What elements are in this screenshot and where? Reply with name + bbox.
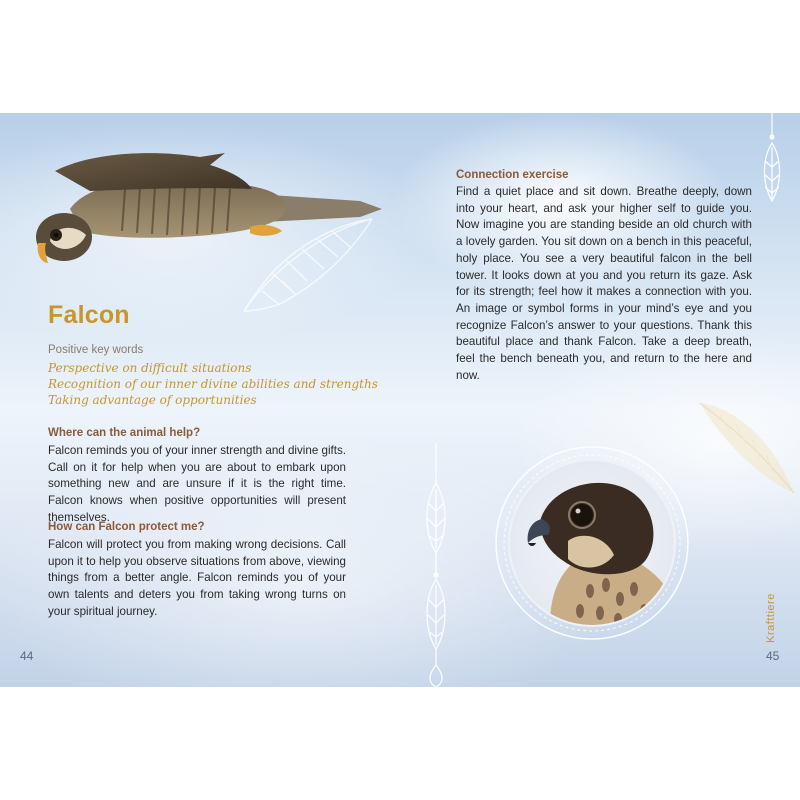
section-tab-label: Krafttiere	[765, 593, 778, 643]
section-text-protect: Falcon will protect you from making wrong decisions. Call upon it to help you observe situations from above, viewing things from a better angle. Falcon reminds you of your own talents and deters you from taking wrong turns on your spiritual journey.	[48, 538, 346, 618]
section-text-help: Falcon reminds you of your inner strength and divine gifts. Call on it for help when you are about to embark upon something new and are unsure if it is the right time. Falcon knows when positive opportunities will present themselves.	[48, 444, 346, 524]
keywords-list	[48, 360, 378, 408]
connection-heading: Connection exercise	[456, 169, 569, 181]
section-heading-protect: How can Falcon protect me?	[48, 521, 205, 533]
section-tab	[760, 583, 782, 653]
feather-icon	[752, 113, 792, 213]
keywords-label: Positive key words	[48, 344, 144, 356]
section-heading-help: Where can the animal help?	[48, 427, 201, 439]
feather-icon	[232, 211, 382, 321]
keyword-item: Recognition of our inner divine abilities and strengths	[48, 377, 378, 391]
page-title: Falcon	[48, 301, 130, 329]
keyword-item: Taking advantage of opportunities	[48, 393, 257, 407]
falcon-portrait-icon	[510, 461, 674, 625]
feather-icon	[690, 393, 800, 513]
falcon-portrait	[510, 461, 674, 625]
page-number-left: 44	[20, 649, 34, 663]
book-spread	[0, 113, 800, 687]
page-number-right: 45	[766, 649, 780, 663]
keyword-item: Perspective on difficult situations	[48, 361, 252, 375]
right-page	[400, 113, 800, 687]
left-page	[0, 113, 400, 687]
connection-text: Find a quiet place and sit down. Breathe deeply, down into your heart, and ask your higher self to guide you. Now imagine you are standing beside an old church with a lovely garden. You sit down on a bench in this peaceful, holy place. You see a very beautiful falcon in the bell tower. It looks down at you and you return its gaze. Ask for its strength; feel how it makes a connection with you. An image or symbol forms in your mind’s eye and you recognize Falcon’s answer to your questions. Thank this beautiful place and thank Falcon. Take a deep breath, feel the bench beneath you, and return to the here and now.	[456, 185, 752, 382]
